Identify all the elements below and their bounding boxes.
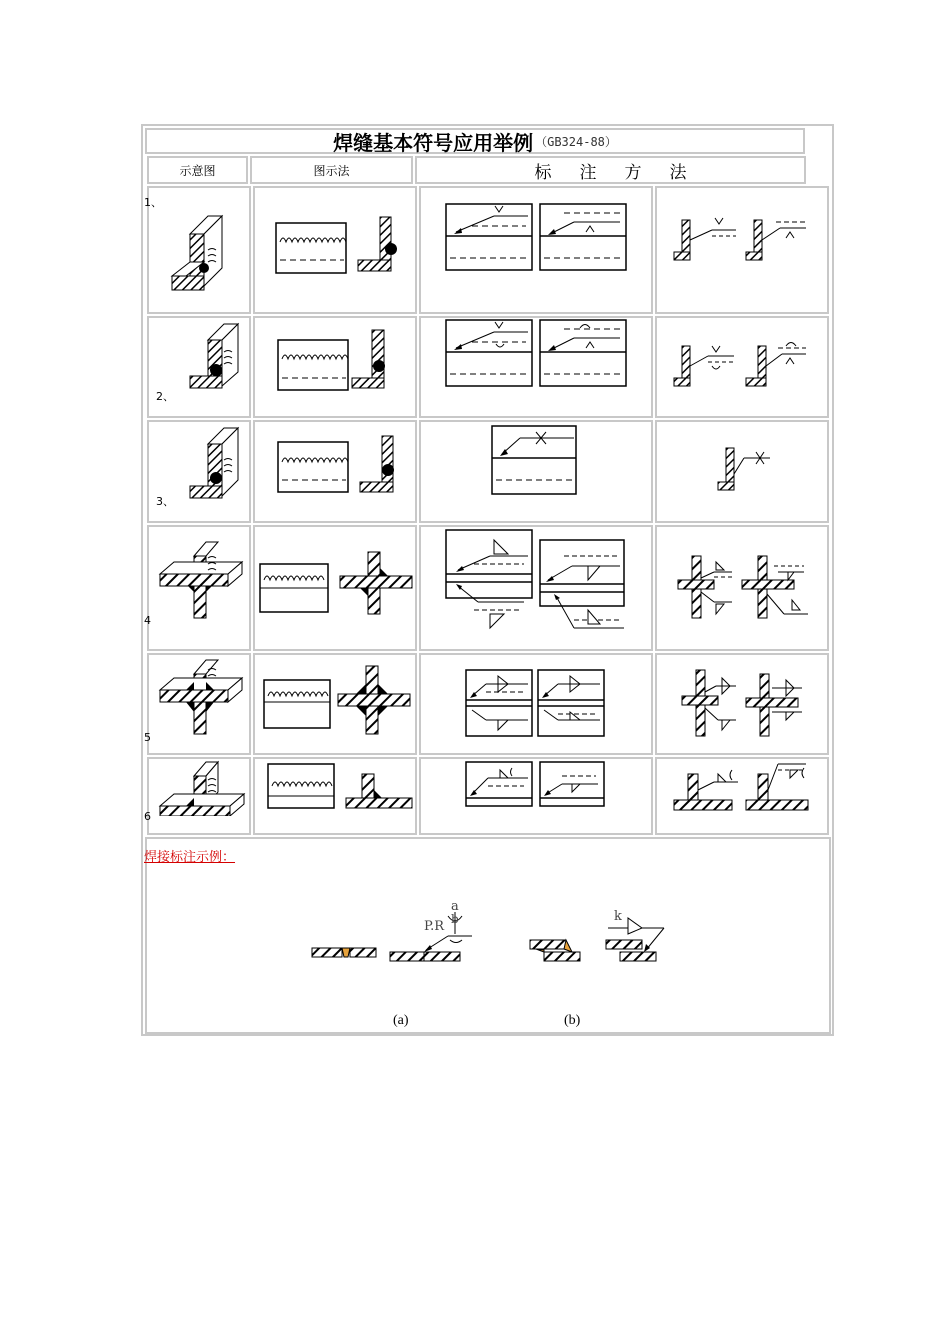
row4-simple-illustration bbox=[674, 552, 812, 622]
row-number-2: 2、 bbox=[156, 390, 174, 403]
row3-simple-illustration bbox=[714, 444, 774, 494]
caption-a: (a) bbox=[393, 1013, 409, 1028]
example-a-label-a: a bbox=[451, 899, 459, 914]
example-label: 焊接标注示例： bbox=[144, 850, 236, 865]
row1-simple-illustration bbox=[672, 210, 812, 266]
row3-annotation-illustration bbox=[490, 424, 580, 496]
row3-drawing-illustration bbox=[274, 434, 404, 496]
row2-simple-illustration bbox=[672, 340, 812, 392]
example-a-label-pr: P.R bbox=[424, 919, 445, 934]
table-title bbox=[145, 128, 805, 154]
title-standard: （GB324-88） bbox=[535, 134, 617, 149]
row1-drawing-illustration bbox=[272, 215, 402, 277]
example-a-illustration bbox=[308, 890, 478, 970]
row1-schematic-illustration bbox=[168, 210, 240, 296]
row-number-1: 1、 bbox=[144, 196, 162, 209]
row-number-5: 5 bbox=[144, 731, 151, 744]
caption-b: (b) bbox=[564, 1013, 581, 1028]
row4-schematic-illustration bbox=[156, 538, 246, 626]
row2-drawing-illustration bbox=[274, 328, 404, 392]
row6-schematic-illustration bbox=[156, 760, 246, 816]
row1-annotation-illustration bbox=[444, 202, 630, 274]
row4-drawing-illustration bbox=[258, 548, 416, 618]
row4-annotation-illustration bbox=[444, 528, 630, 634]
example-b-label-k: k bbox=[614, 909, 622, 924]
title-main: 焊缝基本符号应用举例 bbox=[333, 130, 534, 155]
row3-schematic-illustration bbox=[180, 424, 242, 500]
row5-simple-illustration bbox=[678, 668, 810, 740]
row5-drawing-illustration bbox=[262, 664, 414, 736]
row-number-4: 4 bbox=[144, 614, 151, 627]
row5-annotation-illustration bbox=[464, 668, 608, 740]
header-drawing-method: 图示法 bbox=[250, 156, 413, 184]
header-schematic: 示意图 bbox=[147, 156, 248, 184]
row5-schematic-illustration bbox=[156, 656, 246, 740]
example-b-illustration bbox=[524, 900, 668, 970]
row6-simple-illustration bbox=[672, 760, 812, 814]
header-annotation-method: 标注方法 bbox=[415, 156, 806, 184]
row2-annotation-illustration bbox=[444, 318, 630, 390]
example-a-label-b: b bbox=[451, 912, 459, 926]
row2-schematic-illustration bbox=[180, 320, 242, 392]
example-cell bbox=[145, 837, 831, 1034]
row6-annotation-illustration bbox=[464, 760, 608, 808]
row-number-3: 3、 bbox=[156, 495, 174, 508]
row6-drawing-illustration bbox=[264, 762, 414, 812]
row-number-6: 6 bbox=[144, 810, 151, 823]
